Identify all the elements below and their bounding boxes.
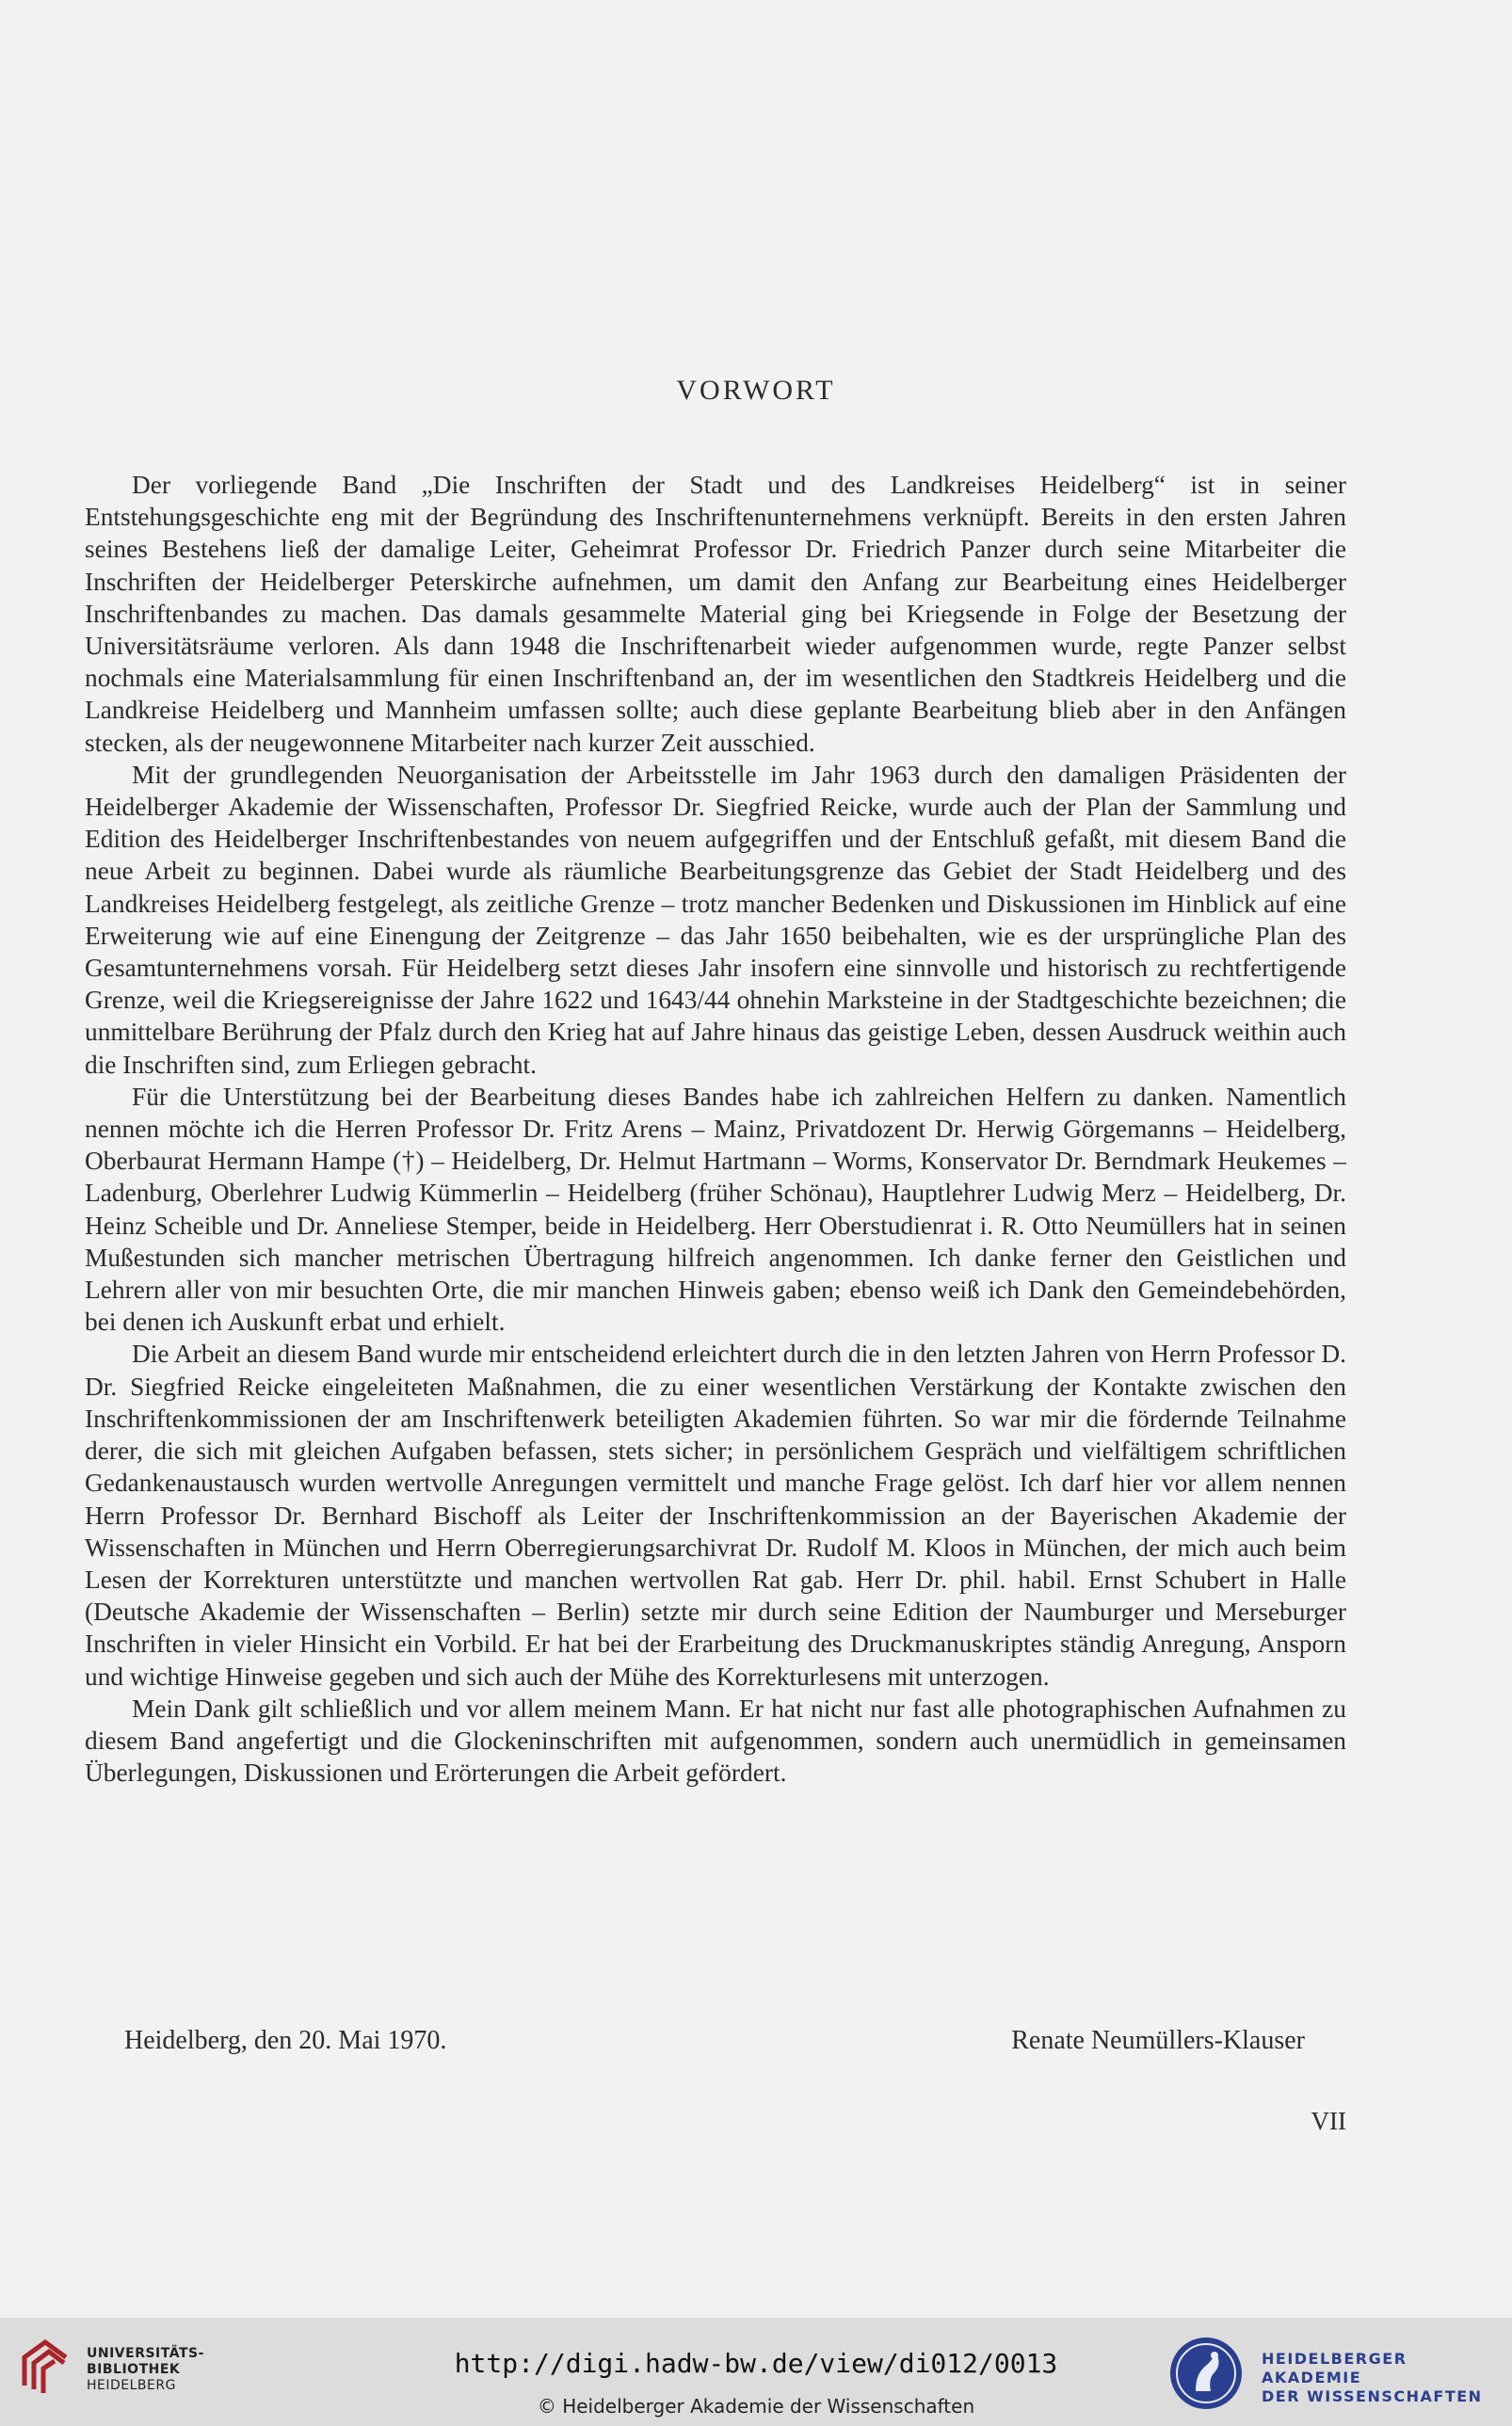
library-line: UNIVERSITÄTS- — [87, 2346, 204, 2361]
library-line: BIBLIOTHEK — [87, 2362, 181, 2377]
paragraph: Für die Unterstützung bei der Bearbeitung dieses Bandes habe ich zahlreichen Helfern zu danken. Namentlich nennen möchte ich die Herren Professor Dr. Fritz Arens – Mainz, Privatdozent Dr. Herwig Görgemanns – Heidelberg, Oberbaurat Hermann Hampe (†) – Heidelberg, Dr. Helmut Hartmann – Worms, Konservator Dr. Berndmark Heukemes – Ladenburg, Oberlehrer Ludwig Kümmerlin – Heidelberg (früher Schönau), Hauptlehrer Ludwig Merz – Heidelberg, Dr. Heinz Scheible und Dr. Anneliese Stemper, beide in Heidelberg. Herr Oberstudienrat i. R. Otto Neumüllers hat in seinen Mußestunden sich mancher metrischen Übertragung hilfreich angenommen. Ich danke ferner den Geistlichen und Lehrern aller von mir besuchten Orte, die mir manchen Hinweis gaben; ebenso weiß ich Dank den Gemeindebehörden, bei denen ich Auskunft erbat und erhielt. — [85, 1082, 1346, 1337]
academy-line: DER WISSENSCHAFTEN — [1262, 2387, 1483, 2405]
copyright-notice: © Heidelberger Akademie der Wissenschaften — [537, 2395, 975, 2418]
paragraph: Der vorliegende Band „Die Inschriften der Stadt und des Landkreises Heidelberg“ ist in seiner Entstehungsgeschichte eng mit der Begründung des Inschriftenunternehmens verknüpft. Bereits in den ersten Jahren seines Bestehens ließ der damalige Leiter, Geheimrat Professor Dr. Friedrich Panzer durch seine Mitarbeiter die Inschriften der Heidelberger Peterskirche aufnehmen, um damit den Anfang zur Bearbeitung eines Heidelberger Inschriftenbandes zu machen. Das damals gesammelte Material ging bei Kriegsende in Folge der Besetzung der Universitätsräume verloren. Als dann 1948 die Inschriftenarbeit wieder aufgenommen wurde, regte Panzer selbst nochmals eine Materialsammlung für einen Inschriftenband an, der im wesentlichen den Stadtkreis Heidelberg und die Landkreise Heidelberg und Mannheim umfassen sollte; auch diese geplante Bearbeitung blieb aber in den Anfängen stecken, als der neugewonnene Mitarbeiter nach kurzer Zeit ausschied. — [85, 471, 1346, 757]
footer-bar — [0, 2318, 1512, 2426]
page-heading: VORWORT — [676, 375, 836, 406]
academy-line: HEIDELBERGER AKADEMIE — [1262, 2350, 1407, 2386]
permalink-url[interactable]: http://digi.hadw-bw.de/view/di012/0013 — [454, 2348, 1058, 2379]
author-signature: Renate Neumüllers-Klauser — [1011, 2026, 1305, 2055]
academy-name[interactable] — [1262, 2350, 1512, 2406]
paragraph: Mit der grundlegenden Neuorganisation der Arbeitsstelle im Jahr 1963 durch den damaligen Präsidenten der Heidelberger Akademie der Wissenschaften, Professor Dr. Siegfried Reicke, wurde auch der Plan der Sammlung und Edition des Heidelberger Inschriftenbestandes von neuem aufgegriffen und der Entschluß gefaßt, mit diesem Band die neue Arbeit zu beginnen. Dabei wurde als räumliche Bearbeitungsgrenze das Gebiet der Stadt Heidelberg und des Landkreises Heidelberg festgelegt, als zeitliche Grenze – trotz mancher Bedenken und Diskussionen im Hinblick auf eine Erweiterung wie auf eine Einengung der Zeitgrenze – das Jahr 1650 beibehalten, wie es der ursprüngliche Plan des Gesamtunternehmens vorsah. Für Heidelberg setzt dieses Jahr insofern eine sinnvolle und historisch zu rechtfertigende Grenze, weil die Kriegsereignisse der Jahre 1622 und 1643/44 ohnehin Marksteine in der Stadtgeschichte bezeichnen; die unmittelbare Berührung der Pfalz durch den Krieg hat auf Jahre hinaus das geistige Leben, dessen Ausdruck weithin auch die Inschriften sind, zum Erliegen gebracht. — [85, 760, 1346, 1079]
academy-seal-icon[interactable] — [1167, 2335, 1245, 2412]
paragraph: Die Arbeit an diesem Band wurde mir entscheidend erleichtert durch die in den letzten Jahren von Herrn Professor D. Dr. Siegfried Reicke eingeleiteten Maßnahmen, die zu einer wesentlichen Verstärkung der Kontakte zwischen den Inschriftenkommissionen der am Inschriftenwerk beteiligten Akademien führten. So war mir die fördernde Teilnahme derer, die sich mit gleichen Aufgaben befassen, stets sicher; in persönlichem Gespräch und vielfältigem schriftlichen Gedankenaustausch wurden wertvolle Anregungen vermittelt und manche Frage gelöst. Ich darf hier vor allem nennen Herrn Professor Dr. Bernhard Bischoff als Leiter der Inschriftenkommission an der Bayerischen Akademie der Wissenschaften in München und Herrn Oberregierungsarchivrat Dr. Rudolf M. Kloos in München, der mich auch beim Lesen der Korrekturen unterstützte und manchen wertvollen Rat gab. Herr Dr. phil. habil. Ernst Schubert in Halle (Deutsche Akademie der Wissenschaften – Berlin) setzte mir durch seine Edition der Naumburger und Merseburger Inschriften in vieler Hinsicht ein Vorbild. Er hat bei der Erarbeitung des Druckmanuskriptes ständig Anregung, Ansporn und wichtige Hinweise gegeben und sich auch der Mühe des Korrekturlesens mit unterzogen. — [85, 1340, 1346, 1691]
library-line: HEIDELBERG — [87, 2378, 176, 2393]
place-date: Heidelberg, den 20. Mai 1970. — [124, 2026, 447, 2055]
preface-body — [85, 469, 1346, 1789]
paragraph: Mein Dank gilt schließlich und vor allem meinem Mann. Er hat nicht nur fast alle photographischen Aufnahmen zu diesem Band angefertigt und die Glockeninschriften mit aufgenommen, sondern auch unermüdlich in gemeinsamen Überlegungen, Diskussionen und Erörterungen die Arbeit gefördert. — [85, 1694, 1346, 1788]
page-number: VII — [1311, 2107, 1346, 2135]
